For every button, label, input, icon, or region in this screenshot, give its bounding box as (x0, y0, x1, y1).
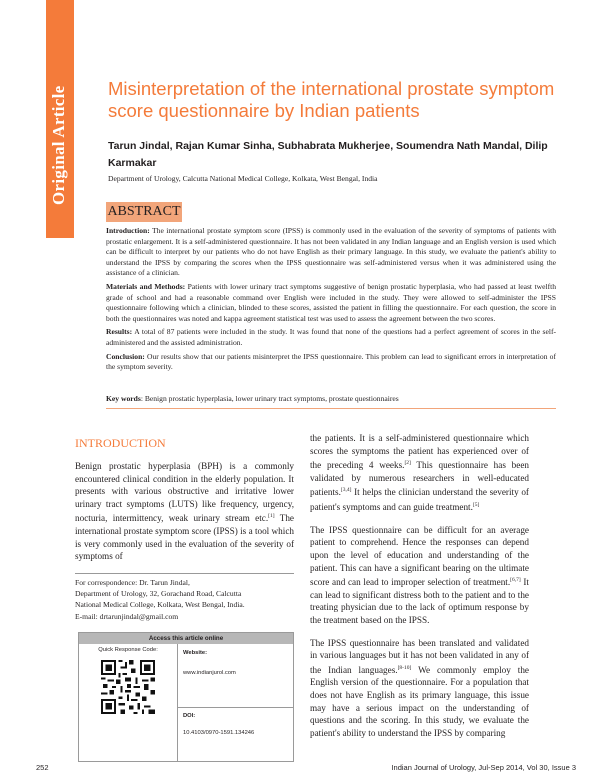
abstract-introduction: Introduction: The international prostate symptom score (IPSS) is commonly used in the evaluation of the severity of symptoms of patients with prostatic enlargement. It is a self-administered questionnaire. It has not been validated in any Indian language and an English version is used which can be difficult to interpret by our patients who do not have English as their primary language. In this study, we evaluate the patient's ability to understand the IPSS by comparing the scores when the IPSS questionnaire was self-administered versus when it was administered using the assistance of a clinician. (106, 226, 556, 278)
website-link[interactable]: www.indianjurol.com (183, 670, 236, 676)
intro-paragraph-1: Benign prostatic hyperplasia (BPH) is a commonly encountered clinical condition in the elderly population. It presents with various obstructive and irritative lower urinary tract symptoms (LUTS) like frequency, urgency, nocturia, intermittency, weak urinary stream etc.[1] The international prostate symptom score (IPSS) is a tool which is very commonly used in the evaluation of the severity of symptoms of (75, 461, 294, 562)
abstract-methods-label: Materials and Methods: (106, 281, 186, 291)
journal-citation: Indian Journal of Urology, Jul-Sep 2014, Vol 30, Issue 3 (391, 763, 576, 772)
qr-code-icon[interactable] (101, 660, 155, 714)
introduction-heading: INTRODUCTION (75, 436, 166, 450)
access-online-box (78, 632, 294, 762)
affiliation: Department of Urology, Calcutta National Medical College, Kolkata, West Bengal, India (108, 174, 378, 183)
access-box-heading: Access this article online (79, 633, 293, 644)
abstract-results-label: Results: (106, 327, 133, 337)
doi-value[interactable]: 10.4103/0970-1591.134246 (183, 730, 255, 736)
abstract-results: Results: A total of 87 patients were included in the study. It was found that none of the questions had a perfect agreement of scores in the self-administered and the assisted administration. (106, 327, 556, 347)
abstract-heading: ABSTRACT (106, 202, 182, 222)
article-type-label: Original Article (49, 85, 68, 205)
keywords-divider (106, 408, 556, 409)
page-number: 252 (36, 763, 49, 772)
access-box-divider (177, 644, 178, 761)
website-label: Website: (183, 650, 208, 656)
keywords-label: Key words (106, 394, 141, 403)
correspondence: For correspondence: Dr. Tarun Jindal, Department of Urology, 32, Gorachand Road, Calcutta National Medical College, Kolkata, West Bengal, India. E-mail: drtarunjindal@gmail.com (75, 577, 294, 622)
abstract-body (106, 226, 556, 376)
correspondence-divider (75, 573, 294, 574)
keywords: Key words: Benign prostatic hyperplasia, lower urinary tract symptoms, prostate questionnaires (106, 394, 399, 403)
abstract-introduction-label: Introduction: (106, 226, 150, 235)
correspondence-email: E-mail: drtarunjindal@gmail.com (75, 611, 179, 621)
right-column (310, 432, 529, 749)
access-box-divider (178, 707, 293, 708)
abstract-conclusion-label: Conclusion: (106, 351, 145, 361)
abstract-conclusion: Conclusion: Our results show that our patients misinterpret the IPSS questionnaire. This problem can lead to significant errors in interpretation of the symptom severity. (106, 351, 556, 372)
intro-paragraph-3: The IPSS questionnaire can be difficult for an average patient to comprehend. Hence the responses can depend upon the level of education and understanding of the patient. This can have a significant bearing on the ultimate score and can lead to improper selection of treatment.[6,7] It can lead to significant distress both to the patient and to the treating physician due to the lack of optimum response by the treatment based on the IPSS. (310, 524, 529, 625)
authors: Tarun Jindal, Rajan Kumar Sinha, Subhabrata Mukherjee, Soumendra Nath Mandal, Dilip Karmakar (108, 140, 548, 169)
abstract-methods: Materials and Methods: Patients with lower urinary tract symptoms suggestive of benign prostatic hyperplasia, who had passed at least twelfth grade of school and had a reasonable command over English were included in the study. They were allowed to self-administer the IPSS questionnaire following which a clinician, blinded to these scores, assisted the patient in filling the questionnaire. For each question, the score in both the questionnaires was noted and kappa agreement statistical test was used to assess the agreement between the two scores. (106, 281, 557, 323)
left-column (75, 460, 294, 573)
qr-code-label: Quick Response Code: (98, 647, 158, 653)
intro-paragraph-2: the patients. It is a self-administered questionnaire which scores the symptoms the patient has experienced over of the preceding 4 weeks.[2] This questionnaire has been validated by numerous researchers in well-educated patients.[3,4] It helps the clinician understand the severity of patient's symptoms and can guide treatment.[5] (310, 433, 529, 513)
intro-paragraph-4: The IPSS questionnaire has been translated and validated in various languages but it has not been validated in any of the Indian languages.[8-10] We commonly employ the English version of the questionnaire. For a population that does not have English as its primary language, this issue may have a serious impact on the understanding of questions and the scoring. In this study, we evaluate the patient's ability to understand the IPSS by comparing (310, 637, 529, 738)
article-title: Misinterpretation of the international prostate symptom score questionnaire by Indian patients (108, 78, 555, 121)
doi-label: DOI: (183, 713, 196, 719)
